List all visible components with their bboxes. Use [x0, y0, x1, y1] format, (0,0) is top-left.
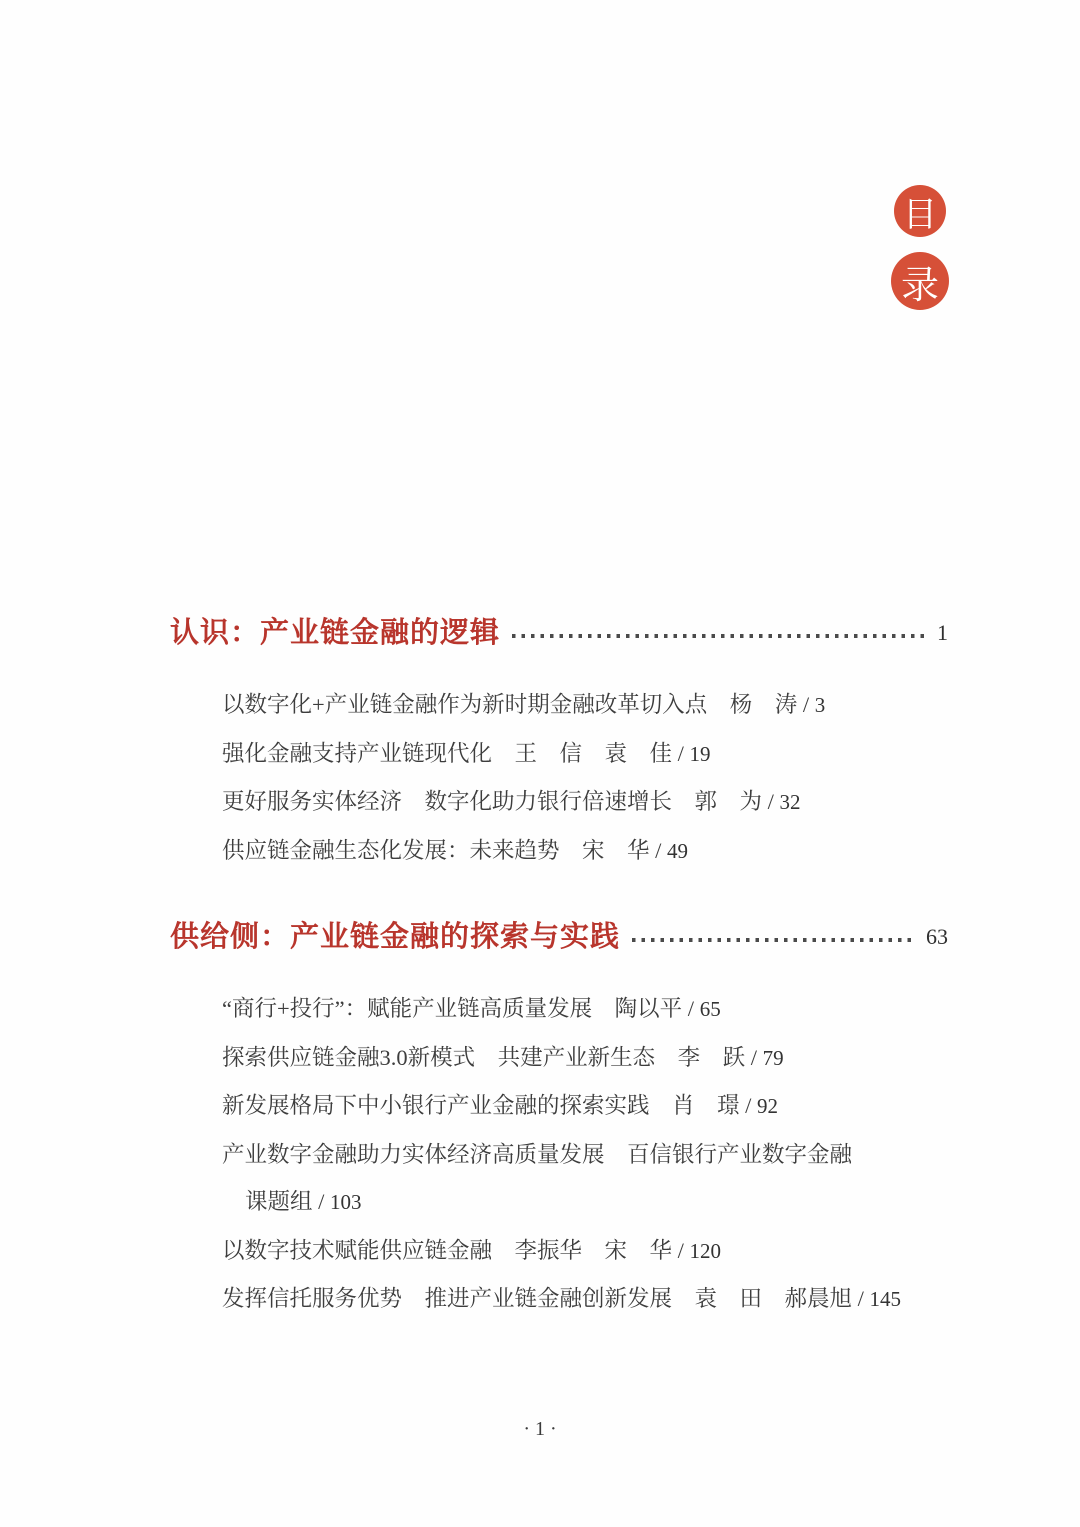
toc-entry — [222, 681, 948, 730]
entry-separator: / — [739, 1093, 758, 1118]
entry-page-number: 32 — [779, 790, 801, 814]
toc-content — [170, 612, 948, 1324]
entry-page-number: 145 — [869, 1287, 902, 1311]
toc-entry — [222, 778, 948, 827]
toc-entry — [222, 1082, 948, 1131]
section-heading-1 — [170, 612, 948, 654]
toc-entry-line2 — [222, 1178, 948, 1227]
entry-separator: / — [852, 1286, 870, 1311]
dot-leader — [512, 634, 927, 638]
entry-separator: / — [762, 789, 780, 814]
toc-badge-circle-lu — [891, 252, 949, 310]
entry-text: 产业数字金融助力实体经济高质量发展 百信银行产业数字金融 — [222, 1141, 853, 1167]
page-number-footer: · 1 · — [523, 1418, 557, 1440]
entry-separator: / — [682, 996, 700, 1021]
entry-page-number: 120 — [689, 1238, 722, 1263]
section-1-entries — [222, 681, 948, 875]
entry-separator: / — [745, 1044, 763, 1070]
entry-page-number: 103 — [330, 1190, 362, 1214]
entry-separator: / — [672, 740, 690, 766]
entry-page-number: 19 — [689, 741, 711, 766]
entry-text: 以数字化+产业链金融作为新时期金融改革切入点 杨 涛 — [222, 692, 798, 717]
toc-badge-char-lu: 录 — [900, 264, 939, 307]
toc-entry — [222, 1275, 948, 1324]
entry-text: 以数字技术赋能供应链金融 李振华 宋 华 — [222, 1237, 673, 1263]
toc-entry — [222, 827, 948, 876]
entry-text: 供应链金融生态化发展：未来趋势 宋 华 — [222, 837, 650, 863]
section-2-title: 供给侧：产业链金融的探索与实践 — [170, 921, 621, 953]
toc-badge-char-mu: 目 — [903, 196, 937, 234]
entry-separator: / — [672, 1237, 690, 1263]
section-1-page-number: 1 — [937, 620, 948, 645]
entry-text: “商行+投行”：赋能产业链高质量发展 陶以平 — [222, 996, 683, 1021]
entry-separator: / — [649, 837, 668, 863]
entry-page-number: 3 — [814, 693, 826, 717]
toc-badge-circle-mu — [894, 185, 946, 237]
entry-text: 更好服务实体经济 数字化助力银行倍速增长 郭 为 — [222, 789, 763, 814]
section-2-page-number: 63 — [926, 924, 948, 949]
toc-entry-line1 — [222, 1131, 948, 1179]
entry-text-continuation: 课题组 — [245, 1189, 313, 1214]
entry-text: 强化金融支持产业链现代化 王 信 袁 佳 — [222, 740, 673, 766]
toc-entry — [222, 1034, 948, 1083]
entry-page-number: 92 — [757, 1094, 779, 1118]
entry-text: 新发展格局下中小银行产业金融的探索实践 肖 璟 — [222, 1093, 740, 1118]
entry-page-number: 79 — [762, 1045, 784, 1070]
toc-entry — [222, 1227, 948, 1276]
entry-separator: / — [312, 1189, 331, 1214]
section-1-title: 认识：产业链金融的逻辑 — [170, 617, 501, 649]
entry-text: 发挥信托服务优势 推进产业链金融创新发展 袁 田 郝晨旭 — [222, 1286, 853, 1311]
dot-leader — [632, 938, 916, 942]
entry-text: 探索供应链金融3.0新模式 共建产业新生态 李 跃 — [222, 1044, 746, 1070]
entry-page-number: 65 — [699, 997, 721, 1021]
toc-entry — [222, 985, 948, 1034]
toc-entry — [222, 730, 948, 779]
section-2-entries — [222, 985, 948, 1324]
section-heading-2 — [170, 916, 948, 958]
entry-separator: / — [797, 692, 815, 717]
entry-page-number: 49 — [667, 838, 689, 863]
toc-badge — [889, 185, 951, 310]
